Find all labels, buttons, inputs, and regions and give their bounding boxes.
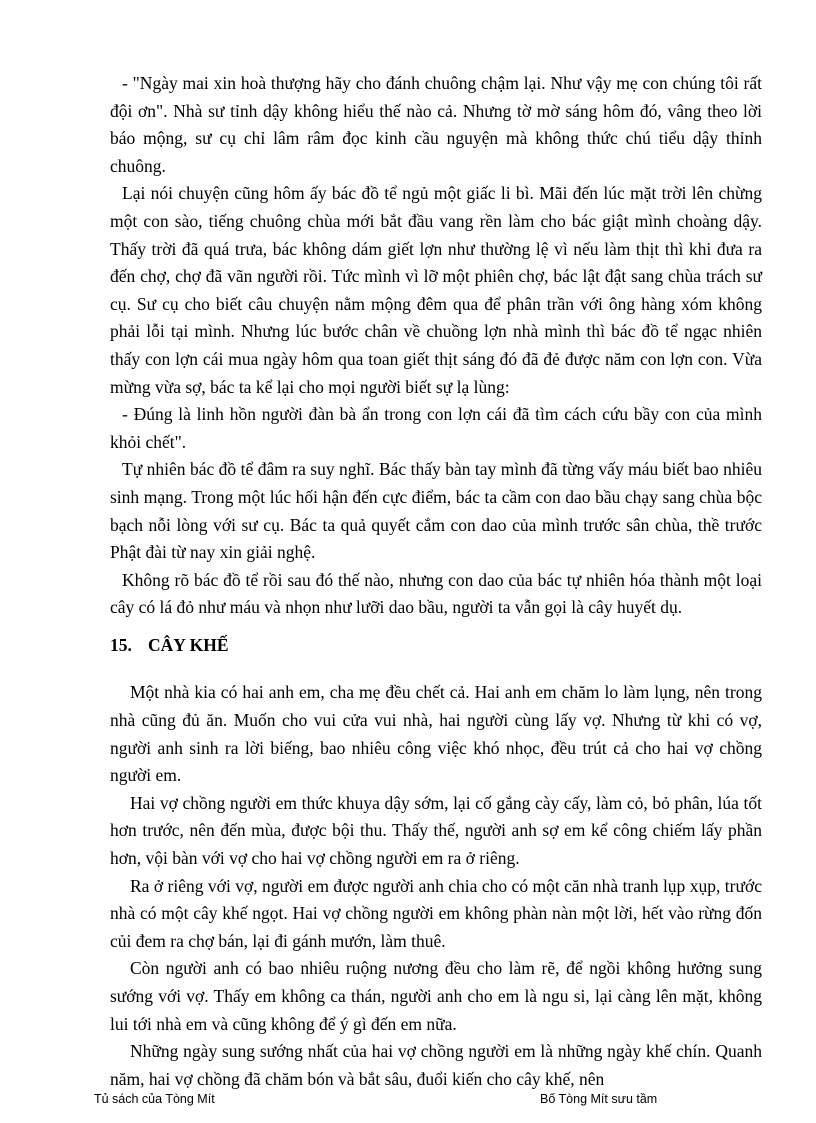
paragraph: Một nhà kia có hai anh em, cha mẹ đều chết cả. Hai anh em chăm lo làm lụng, nên trong nhà cũng đủ ăn. Muốn cho vui cửa vui nhà, hai người cùng lấy vợ. Nhưng từ khi có vợ, người anh sinh ra lời biếng, bao nhiêu công việc khó nhọc, đều trút cả cho hai vợ chồng người em. [110,682,762,786]
paragraph: Những ngày sung sướng nhất của hai vợ chồng người em là những ngày khế chín. Quanh năm, hai vợ chồng đã chăm bón và bắt sâu, đuổi kiến cho cây khế, nên [110,1041,762,1089]
section-heading [110,632,762,660]
paragraph: Ra ở riêng với vợ, người em được người anh chia cho có một căn nhà tranh lụp xụp, trước nhà có một cây khế ngọt. Hai vợ chồng người em không phàn nàn một lời, hết vào rừng đốn củi đem ra chợ bán, lại đi gánh mướn, làm thuê. [110,875,762,951]
paragraph: Hai vợ chồng người em thức khuya dậy sớm, lại cố gắng cày cấy, làm cỏ, bỏ phân, lúa tốt hơn trước, nên đến mùa, được bội thu. Thấy thế, người anh sợ em kể công chiếm lấy phần hơn, vội bàn với vợ cho hai vợ chồng người em ra ở riêng. [110,792,762,869]
paragraph: - "Ngày mai xin hoà thượng hãy cho đánh chuông chậm lại. Như vậy mẹ con chúng tôi rất đội ơn". Nhà sư tỉnh dậy không hiểu thế nào cả. Nhưng tờ mờ sáng hôm đó, vâng theo lời báo mộng, sư cụ chỉ lâm râm đọc kinh cầu nguyện mà không thức chú tiểu dậy thỉnh chuông. [110,73,762,176]
footer-right: Bố Tòng Mít sưu tầm [540,1092,658,1106]
paragraph: Không rõ bác đồ tể rồi sau đó thế nào, nhưng con dao của bác tự nhiên hóa thành một loại cây có lá đỏ như máu và nhọn như lưỡi dao bầu, người ta vẫn gọi là cây huyết dụ. [110,569,762,618]
section-title: CÂY KHẾ [148,634,229,655]
document-page [110,70,762,1093]
section-number: 15. [110,634,132,655]
paragraph: Lại nói chuyện cũng hôm ấy bác đồ tể ngủ một giấc li bì. Mãi đến lúc mặt trời lên chừng một con sào, tiếng chuông chùa mới bắt đầu vang rền làm cho bác giật mình choàng dậy. Thấy trời đã quá trưa, bác không dám giết lợn như thường lệ vì nếu làm thịt thì khi đưa ra đến chợ, chợ đã vãn người rồi. Tức mình vì lỡ một phiên chợ, bác lật đật sang chùa trách sư cụ. Sư cụ cho biết câu chuyện nằm mộng đêm qua để phân trần với ông hàng xóm không phải lỗi tại mình. Nhưng lúc bước chân về chuồng lợn nhà mình thì bác đồ tể ngạc nhiên thấy con lợn cái mua ngày hôm qua toan giết thịt sáng đó đã đẻ được năm con lợn con. Vừa mừng vừa sợ, bác ta kể lại cho mọi người biết sự lạ lùng: [110,183,762,397]
paragraph: Còn người anh có bao nhiêu ruộng nương đều cho làm rẽ, để ngồi không hưởng sung sướng với vợ. Thấy em không ca thán, người anh cho em là ngu si, lại càng lên mặt, không lui tới nhà em và cũng không để ý gì đến em nữa. [110,958,762,1034]
paragraph: Tự nhiên bác đồ tể đâm ra suy nghĩ. Bác thấy bàn tay mình đã từng vấy máu biết bao nhiêu sinh mạng. Trong một lúc hối hận đến cực điểm, bác ta cầm con dao bầu chạy sang chùa bộc bạch nỗi lòng với sư cụ. Bác ta quả quyết cắm con dao của mình trước sân chùa, thề trước Phật đài từ nay xin giải nghệ. [110,459,762,563]
footer-left: Tủ sách của Tòng Mít [94,1092,215,1106]
paragraph: - Đúng là linh hồn người đàn bà ẩn trong con lợn cái đã tìm cách cứu bầy con của mình khỏi chết". [110,404,762,452]
